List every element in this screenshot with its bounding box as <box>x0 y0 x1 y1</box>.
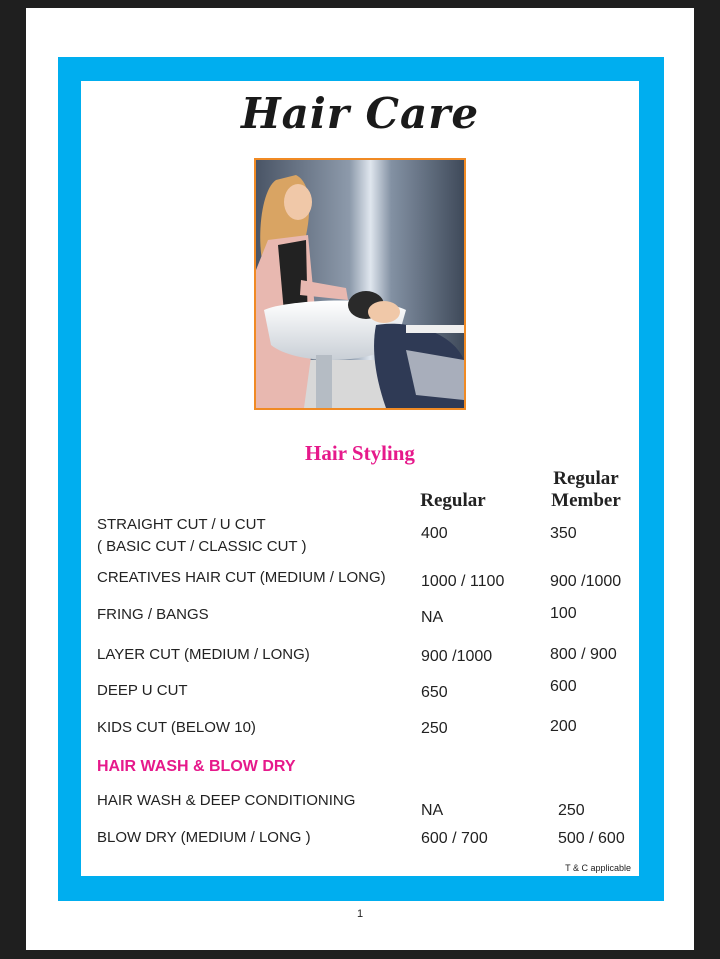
column-header-regular-member <box>536 468 636 512</box>
price-member: 800 / 900 <box>550 646 617 663</box>
service-label-line: ( BASIC CUT / CLASSIC CUT ) <box>97 538 307 555</box>
service-label: CREATIVES HAIR CUT (MEDIUM / LONG) <box>97 569 386 586</box>
price-member: 600 <box>550 678 577 695</box>
price-regular: 400 <box>421 525 448 542</box>
price-regular: 900 /1000 <box>421 648 493 665</box>
column-header-line: Regular <box>553 468 619 489</box>
price-regular: 250 <box>421 720 448 737</box>
column-header-line: Member <box>551 490 621 511</box>
service-label: LAYER CUT (MEDIUM / LONG) <box>97 646 310 663</box>
blue-frame <box>58 57 664 901</box>
price-regular: 1000 / 1100 <box>421 573 505 590</box>
salon-hair-wash-photo <box>254 158 466 410</box>
service-label <box>97 514 306 558</box>
price-member: 200 <box>550 718 577 735</box>
price-member: 250 <box>558 802 585 819</box>
column-header-regular: Regular <box>420 490 486 511</box>
service-label-line: STRAIGHT CUT / U CUT <box>97 516 266 533</box>
section-title-hair-styling: Hair Styling <box>305 441 415 465</box>
page-number: 1 <box>356 908 364 920</box>
service-label: KIDS CUT (BELOW 10) <box>97 719 256 736</box>
menu-card <box>81 81 639 876</box>
service-label: HAIR WASH & DEEP CONDITIONING <box>97 792 356 809</box>
price-regular: 600 / 700 <box>421 830 488 847</box>
service-label: DEEP U CUT <box>97 682 188 699</box>
section-title-hair-wash: HAIR WASH & BLOW DRY <box>97 758 296 775</box>
service-label: BLOW DRY (MEDIUM / LONG ) <box>97 829 311 846</box>
service-label: FRING / BANGS <box>97 606 209 623</box>
price-member: 900 /1000 <box>550 573 622 590</box>
page-title: Hair Care <box>240 89 480 138</box>
price-regular: 650 <box>421 684 448 701</box>
terms-note: T & C applicable <box>565 863 631 873</box>
price-member: 100 <box>550 605 577 622</box>
price-regular: NA <box>421 802 444 819</box>
price-member: 500 / 600 <box>558 830 625 847</box>
document-page <box>26 8 694 950</box>
price-regular: NA <box>421 609 444 626</box>
price-member: 350 <box>550 525 577 542</box>
